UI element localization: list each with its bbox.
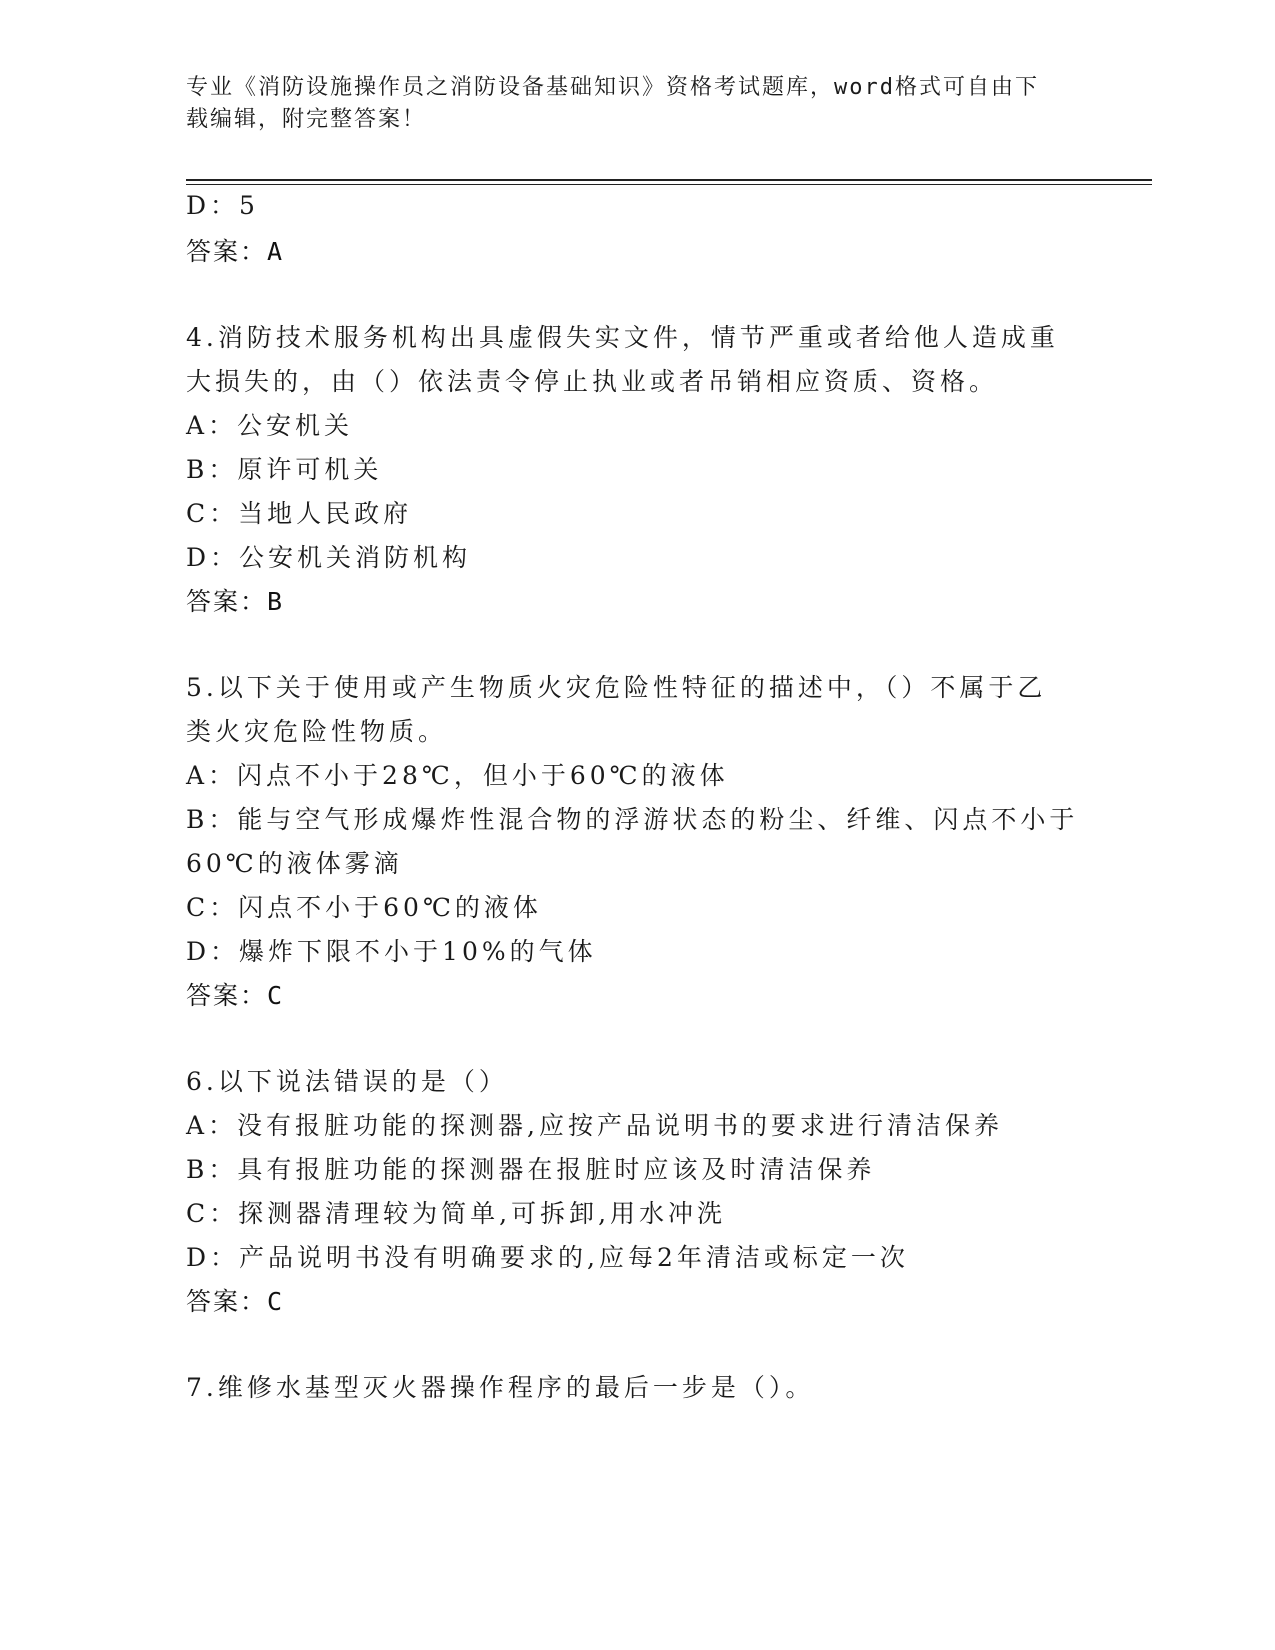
q4-option-a: A：公安机关 — [186, 411, 354, 440]
q5-answer: 答案：C — [186, 981, 285, 1010]
header-line-1: 专业《消防设施操作员之消防设备基础知识》资格考试题库，word格式可自由下 — [186, 75, 1039, 100]
q5-option-a: A：闪点不小于28℃，但小于60℃的液体 — [186, 761, 729, 790]
q3-answer: 答案：A — [186, 237, 285, 266]
q6-option-a: A：没有报脏功能的探测器,应按产品说明书的要求进行清洁保养 — [186, 1111, 1004, 1140]
header-line-2: 载编辑，附完整答案！ — [186, 107, 427, 132]
header-divider-thin — [186, 184, 1152, 185]
q7-stem: 7.维修水基型灭火器操作程序的最后一步是（）。 — [186, 1373, 815, 1402]
q5-option-b-line-2: 60℃的液体雾滴 — [186, 849, 403, 878]
q4-answer: 答案：B — [186, 587, 285, 616]
header-divider — [186, 179, 1152, 181]
q5-stem-line-2: 类火灾危险性物质。 — [186, 717, 448, 746]
q4-stem-line-1: 4.消防技术服务机构出具虚假失实文件，情节严重或者给他人造成重 — [186, 323, 1059, 352]
q3-option-d: D：5 — [186, 191, 259, 220]
q4-option-b: B：原许可机关 — [186, 455, 383, 484]
q4-option-c: C：当地人民政府 — [186, 499, 413, 528]
q5-stem-line-1: 5.以下关于使用或产生物质火灾危险性特征的描述中，（）不属于乙 — [186, 673, 1047, 702]
q5-option-d: D：爆炸下限不小于10%的气体 — [186, 937, 597, 966]
document-header — [186, 72, 1086, 136]
q6-stem: 6.以下说法错误的是（） — [186, 1067, 508, 1096]
q6-option-b: B：具有报脏功能的探测器在报脏时应该及时清洁保养 — [186, 1155, 876, 1184]
q5-option-b-line-1: B：能与空气形成爆炸性混合物的浮游状态的粉尘、纤维、闪点不小于 — [186, 805, 1079, 834]
q4-option-d: D：公安机关消防机构 — [186, 543, 472, 572]
q6-option-d: D：产品说明书没有明确要求的,应每2年清洁或标定一次 — [186, 1243, 909, 1272]
q4-stem-line-2: 大损失的，由（）依法责令停止执业或者吊销相应资质、资格。 — [186, 367, 999, 396]
q5-option-c: C：闪点不小于60℃的液体 — [186, 893, 542, 922]
q6-answer: 答案：C — [186, 1287, 285, 1316]
q6-option-c: C：探测器清理较为简单,可拆卸,用水冲洗 — [186, 1199, 727, 1228]
